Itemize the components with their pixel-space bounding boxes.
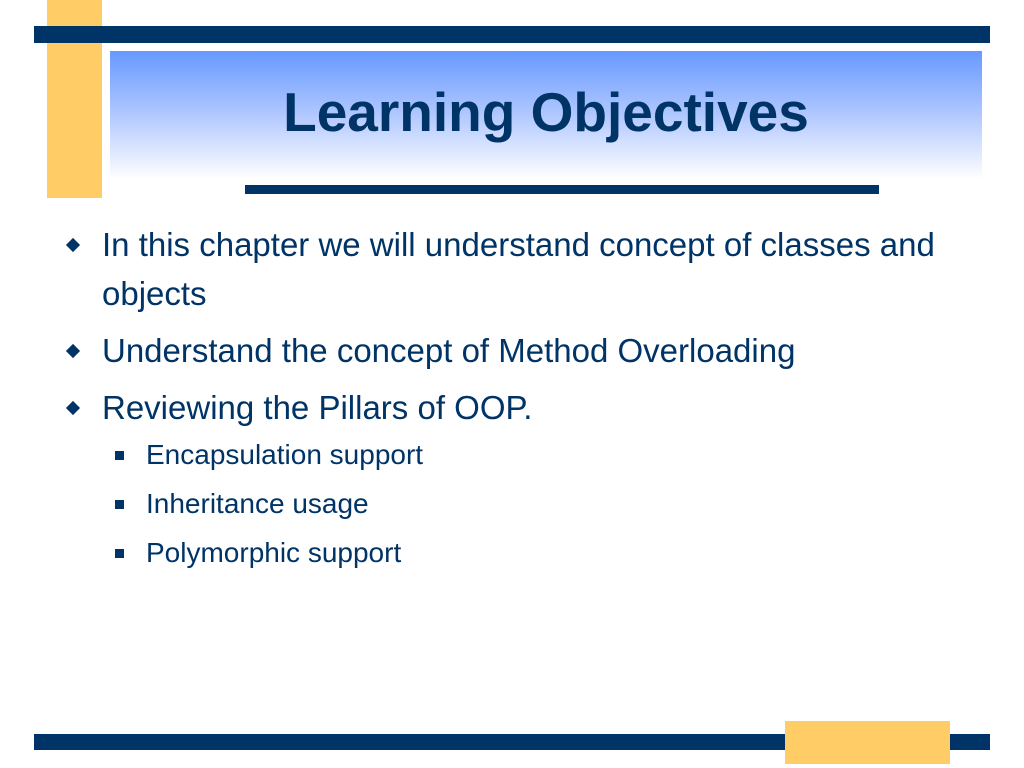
sub-bullet-item xyxy=(60,534,960,572)
diamond-bullet-icon xyxy=(66,238,80,252)
title-underline xyxy=(245,185,879,194)
sub-bullet-text: Encapsulation support xyxy=(146,439,424,470)
sub-bullet-text: Inheritance usage xyxy=(146,488,369,519)
sub-bullet-item xyxy=(60,436,960,474)
bullet-text: In this chapter we will understand concept of classes and objects xyxy=(102,226,935,312)
diamond-bullet-icon xyxy=(66,344,80,358)
bullet-text: Reviewing the Pillars of OOP. xyxy=(102,389,533,426)
bullet-item xyxy=(60,220,960,318)
square-bullet-icon xyxy=(115,451,124,460)
bullet-item xyxy=(60,383,960,432)
bullet-text: Understand the concept of Method Overloading xyxy=(102,332,796,369)
bullet-item xyxy=(60,326,960,375)
square-bullet-icon xyxy=(115,549,124,558)
slide-title: Learning Objectives xyxy=(283,81,809,143)
sub-bullet-list xyxy=(60,436,960,572)
bullet-list xyxy=(60,220,960,583)
diamond-bullet-icon xyxy=(66,401,80,415)
square-bullet-icon xyxy=(115,500,124,509)
sub-bullet-text: Polymorphic support xyxy=(146,537,402,568)
accent-bar-bottom xyxy=(785,721,950,764)
top-divider-bar xyxy=(34,26,990,43)
sub-bullet-item xyxy=(60,485,960,523)
